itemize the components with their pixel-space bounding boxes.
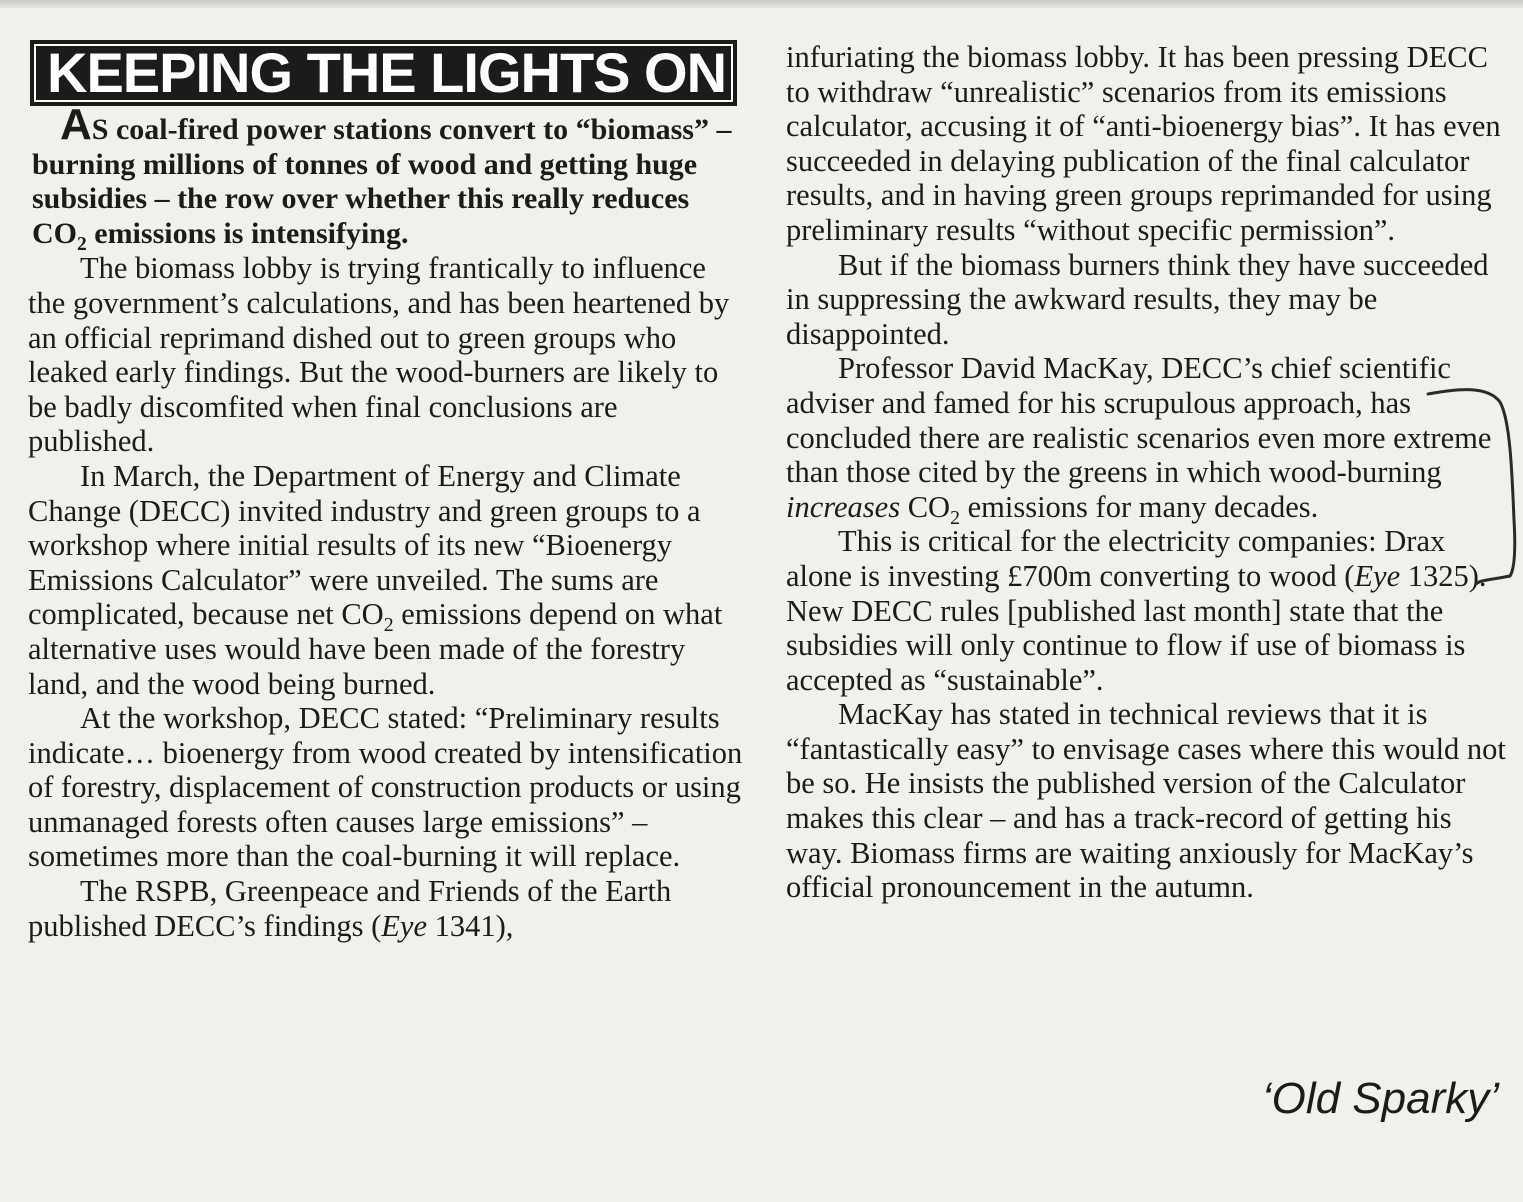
page-top-edge [0, 0, 1523, 8]
right-column [786, 40, 1506, 905]
paragraph-decc-statement: At the workshop, DECC stated: “Preliminary results indicate… bioenergy from wood created by intensification of forestry, displacement of construction products or using unmanaged forests often causes large emissions” – sometimes more than the coal-burning it will replace. [28, 701, 743, 874]
paragraph-biomass-burners: But if the biomass burners think they have succeeded in suppressing the awkward results, they may be disappointed. [786, 247, 1489, 351]
paragraph-mackay [786, 351, 1506, 529]
co2-subscript: 2 [950, 506, 960, 529]
drop-cap: A [60, 100, 92, 149]
paragraph-text: 1325). New DECC rules [published last month] state that the subsidies will only continue to flow if use of biomass is accepted as “sustainable”. [786, 558, 1487, 697]
paragraph-text: In March, the Department of Energy and Climate Change (DECC) invited industry and green groups to a workshop where initial results of its new “Bioenergy Emissions Calculator” were unveiled. The sums are complicated, because net CO [28, 458, 701, 632]
pen-bracket-mark [1410, 380, 1520, 590]
paragraph-text: CO [900, 489, 951, 524]
paragraph-biomass-lobby: The biomass lobby is trying frantically to influence the government’s calculations, and has been heartened by an official reprimand dished out to green groups who leaked early findings. But the wood-burners are likely to be badly discomfited when final conclusions are published. [28, 251, 730, 459]
paragraph-march-workshop [28, 459, 746, 701]
paragraph-text: emissions for many decades. [959, 489, 1319, 524]
co2-subscript: 2 [383, 614, 394, 637]
paragraph-fantastically-easy: MacKay has stated in technical reviews that it is “fantastically easy” to envisage cases where this would not be so. He insists the published version of the Calculator makes this clear – and has a track-record of getting his way. Biomass firms are waiting anxiously for MacKay’s official pronouncement in the autumn. [786, 697, 1506, 905]
paragraph-text: Professor David MacKay, DECC’s chief scientific adviser and famed for his scrupulous approach, has concluded there are realistic scenarios even more extreme than those cited by the greens in which wood-burning [786, 351, 1492, 490]
eye-italic: Eye [1354, 558, 1401, 593]
paragraph-infuriating: infuriating the biomass lobby. It has been pressing DECC to withdraw “unrealistic” scenarios from its emissions calculator, accusing it of “anti-bioenergy bias”. It has even succeeded in delaying publication of the final calculator results, and in having green groups reprimanded for using preliminary results “without specific permission”. [786, 40, 1501, 247]
paragraph-text: The RSPB, Greenpeace and Friends of the Earth published DECC’s findings ( [28, 874, 672, 943]
lead-text-1: S coal-fired power stations convert to “biomass” – burning millions of tonnes of wood and getting huge subsidies – the row over whether this really reduces CO [32, 113, 732, 250]
eye-italic: Eye [381, 908, 428, 943]
left-column [24, 40, 746, 943]
paragraph-rspb [28, 874, 746, 943]
paragraph-text: This is critical for the electricity companies: Drax alone is investing £700m converting to wood ( [786, 524, 1446, 593]
byline-signature: ‘Old Sparky’ [1261, 1074, 1499, 1123]
paragraph-text: emissions depend on what alternative uses would have been made of the forestry land, and the wood being burned. [28, 597, 723, 701]
paragraph-drax [786, 524, 1506, 697]
increases-italic: increases [786, 489, 901, 524]
lead-co2-subscript: 2 [77, 233, 87, 255]
lead-text-2: emissions is intensifying. [86, 216, 409, 250]
paragraph-text: 1341), [427, 908, 514, 943]
lead-paragraph [32, 100, 746, 255]
headline: KEEPING THE LIGHTS ON [30, 40, 737, 106]
